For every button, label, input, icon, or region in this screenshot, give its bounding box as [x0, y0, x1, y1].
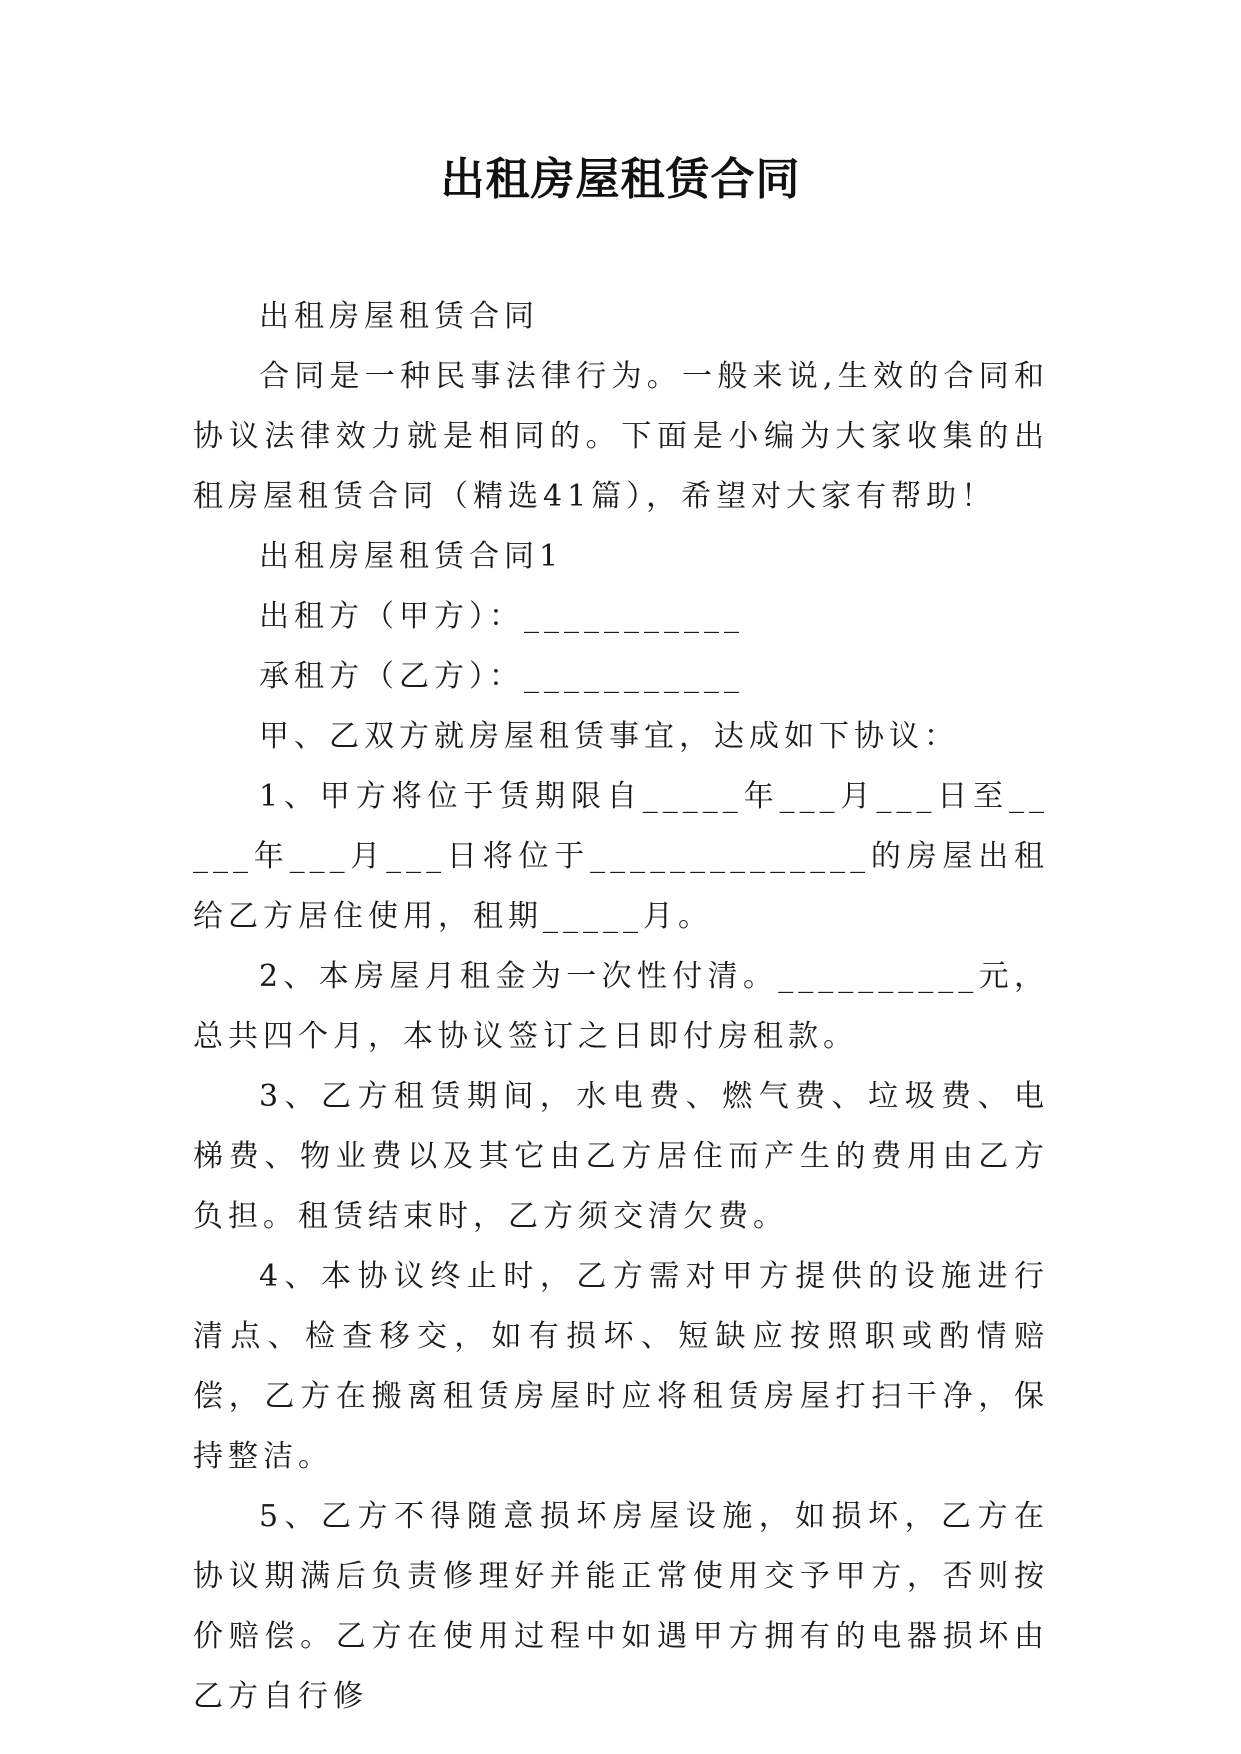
paragraph-lessor: 出租方（甲方）：___________: [259, 599, 744, 634]
clause-2: 2、本房屋月租金为一次性付清。__________元，总共四个月，本协议签订之日即付房租款。: [193, 959, 1049, 1054]
clause-3: 3、乙方租赁期间，水电费、燃气费、垃圾费、电梯费、物业费以及其它由乙方居住而产生的费用由乙方负担。租赁结束时，乙方须交清欠费。: [193, 1079, 1049, 1234]
clause-5: 5、乙方不得随意损坏房屋设施，如损坏，乙方在协议期满后负责修理好并能正常使用交予甲方，否则按价赔偿。乙方在使用过程中如遇甲方拥有的电器损坏由乙方自行修: [193, 1499, 1049, 1714]
clause-1: 1、甲方将位于赁期限自_____年___月___日至_____年___月___日将位于______________的房屋出租给乙方居住使用，租期_____月。: [193, 779, 1049, 934]
paragraph-intro: 合同是一种民事法律行为。一般来说,生效的合同和协议法律效力就是相同的。下面是小编为大家收集的出租房屋租赁合同（精选41篇），希望对大家有帮助！: [193, 359, 1049, 514]
paragraph-lessee: 承租方（乙方）：___________: [259, 659, 744, 694]
clause-4: 4、本协议终止时，乙方需对甲方提供的设施进行清点、检查移交，如有损坏、短缺应按照职或酌情赔偿，乙方在搬离租赁房屋时应将租赁房屋打扫干净，保持整洁。: [193, 1259, 1049, 1474]
document-body: [193, 287, 1049, 1727]
paragraph-heading: 出租房屋租赁合同: [259, 299, 539, 334]
document-title: 出租房屋租赁合同: [440, 154, 801, 205]
paragraph-agreement: 甲、乙双方就房屋租赁事宜，达成如下协议：: [259, 719, 959, 754]
paragraph-contract-number: 出租房屋租赁合同1: [259, 539, 564, 574]
